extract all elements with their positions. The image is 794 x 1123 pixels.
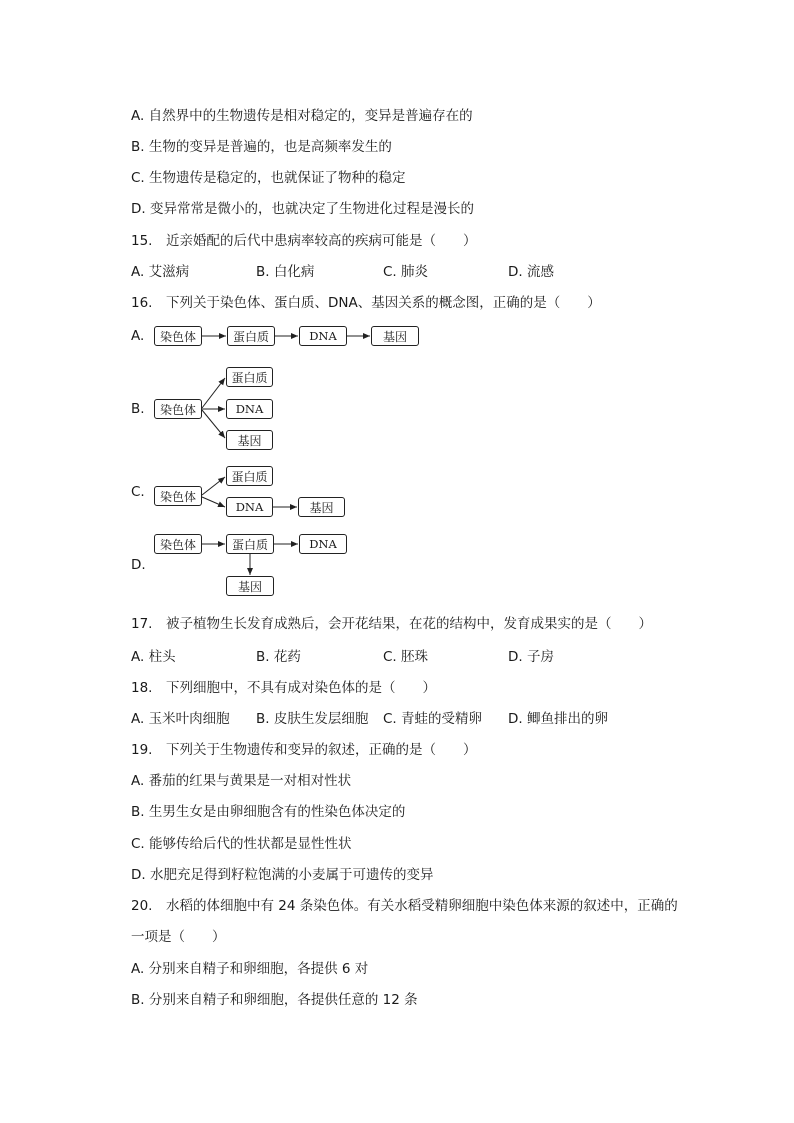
q18-option-b: B. 皮肤生发层细胞 [256,711,369,727]
arrow-c-1 [202,477,225,495]
q17-option-a: A. 柱头 [131,649,176,665]
q20-stem-line2: 一项是（ ） [131,929,226,945]
q15-option-a: A. 艾滋病 [131,264,190,280]
q14-option-b: B. 生物的变异是普遍的，也是高频率发生的 [131,139,392,155]
q20-option-b: B. 分别来自精子和卵细胞，各提供任意的 12 条 [131,992,418,1008]
q15-stem: 15. 近亲婚配的后代中患病率较高的疾病可能是（ ） [131,233,477,249]
q15-option-d: D. 流感 [508,264,554,280]
q14-option-c: C. 生物遗传是稳定的，也就保证了物种的稳定 [131,170,406,186]
q17-option-b: B. 花药 [256,649,301,665]
q19-stem: 19. 下列关于生物遗传和变异的叙述，正确的是（ ） [131,742,477,758]
q17-option-c: C. 胚珠 [383,649,429,665]
diagram-b-gene-box: 基因 [226,430,273,450]
q19-option-b: B. 生男生女是由卵细胞含有的性染色体决定的 [131,804,406,820]
diagram-a-dna-box: DNA [299,326,347,346]
q15-option-c: C. 肺炎 [383,264,429,280]
q19-option-d: D. 水肥充足得到籽粒饱满的小麦属于可遗传的变异 [131,867,434,883]
q18-option-a: A. 玉米叶肉细胞 [131,711,230,727]
diagram-b-chromosome-box: 染色体 [154,399,202,419]
q16-option-c-label: C. [131,484,145,500]
diagram-b-dna-box: DNA [226,399,273,419]
q18-option-c: C. 青蛙的受精卵 [383,711,483,727]
diagram-b-protein-box: 蛋白质 [226,367,273,387]
diagram-d-protein-box: 蛋白质 [226,534,274,554]
diagram-d-chromosome-box: 染色体 [154,534,202,554]
q15-option-b: B. 白化病 [256,264,315,280]
q18-option-d: D. 鲫鱼排出的卵 [508,711,608,727]
q14-option-d: D. 变异常常是微小的，也就决定了生物进化过程是漫长的 [131,201,474,217]
diagram-c-gene-box: 基因 [298,497,345,517]
diagram-a-gene-box: 基因 [371,326,419,346]
diagram-c-chromosome-box: 染色体 [154,486,202,506]
diagram-a-chromosome-box: 染色体 [154,326,202,346]
diagram-c-dna-box: DNA [226,497,273,517]
q14-option-a: A. 自然界中的生物遗传是相对稳定的，变异是普遍存在的 [131,108,473,124]
arrow-b-1 [202,378,225,408]
q19-option-a: A. 番茄的红果与黄果是一对相对性状 [131,773,352,789]
q17-stem: 17. 被子植物生长发育成熟后，会开花结果，在花的结构中，发育成果实的是（ ） [131,616,652,632]
arrow-c-2 [202,497,225,507]
q19-option-c: C. 能够传给后代的性状都是显性性状 [131,836,352,852]
diagram-d-dna-box: DNA [299,534,347,554]
diagram-a-protein-box: 蛋白质 [227,326,275,346]
q16-stem: 16. 下列关于染色体、蛋白质、DNA、基因关系的概念图，正确的是（ ） [131,295,601,311]
q20-option-a: A. 分别来自精子和卵细胞，各提供 6 对 [131,961,369,977]
q16-option-b-label: B. [131,401,145,417]
q16-option-d-label: D. [131,557,146,573]
q16-option-a-label: A. [131,328,145,344]
diagram-c-protein-box: 蛋白质 [226,466,273,486]
q20-stem-line1: 20. 水稻的体细胞中有 24 条染色体。有关水稻受精卵细胞中染色体来源的叙述中，正确的 [131,898,678,914]
diagram-d-gene-box: 基因 [226,576,274,596]
q17-option-d: D. 子房 [508,649,554,665]
arrow-b-3 [202,410,225,438]
q18-stem: 18. 下列细胞中，不具有成对染色体的是（ ） [131,680,436,696]
